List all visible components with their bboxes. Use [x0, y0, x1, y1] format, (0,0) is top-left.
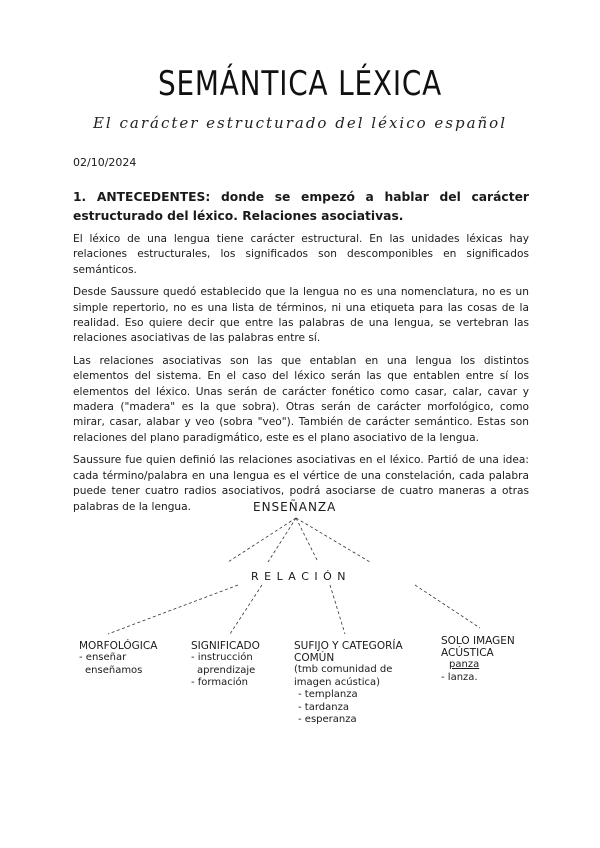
- paragraph-2: Desde Saussure quedó establecido que la lengua no es una nomenclatura, no es un simple repertorio, no es una lista de términos, ni una etiqueta para las cosas de la realidad. Eso quiere decir que entre las palabras de una lengua, se vertebran las relaciones asociativas de las palabras entre sí.: [73, 286, 529, 345]
- column-item: - instrucción: [191, 652, 253, 663]
- section-heading: 1. ANTECEDENTES: donde se empezó a hablar del carácter estructurado del léxico. Relaciones asociativas.: [73, 190, 529, 223]
- paragraph-4: Saussure fue quien definió las relaciones asociativas en el léxico. Partió de una idea: cada término/palabra en una lengua es el vértice de una constelación, cada palabra puede tener cuatro radios asociativos, podrá asociarse de cuatro maneras a otras palabras de la lengua.: [73, 454, 529, 513]
- column-item: - tardanza: [298, 701, 349, 713]
- diagram-column-sufijo: [294, 640, 403, 727]
- column-title: ACÚSTICA: [441, 647, 494, 659]
- paragraph-1: El léxico de una lengua tiene carácter estructural. En las unidades léxicas hay relaciones estructurales, los significados son descomponibles en significados semánticos.: [73, 233, 529, 276]
- column-item: imagen acústica): [294, 676, 381, 688]
- column-item: (tmb comunidad de: [294, 664, 393, 675]
- column-title: COMÚN: [294, 652, 335, 664]
- document-subtitle: El carácter estructurado del léxico español: [92, 114, 508, 132]
- column-title: MORFOLÓGICA: [79, 640, 158, 652]
- document-title: SEMÁNTICA LÉXICA: [157, 64, 443, 104]
- diagram-column-morfologica: [79, 640, 157, 677]
- diagram-middle: R E L A C I Ó N: [251, 570, 347, 583]
- column-item: enseñamos: [85, 664, 143, 676]
- paragraph-3: Las relaciones asociativas son las que entablan en una lengua los distintos elementos del sistema. En el caso del léxico serán las que entablen entre sí los elementos del léxico. Unas serán de carácter fonético como casar, calar, cavar y madera ("madera" es la que sobra). Otras serán de carácter morfológico, como mirar, casar, alabar y veo (sobra "veo"). También de carácter semántico. Estas son relaciones del plano paradigmático, este es el plano asociativo de la lengua.: [73, 354, 529, 444]
- column-item: - templanza: [298, 689, 358, 700]
- column-item: - lanza.: [441, 671, 478, 683]
- column-item: - formación: [191, 677, 248, 688]
- column-item: panza: [449, 659, 480, 670]
- diagram-column-significado: [191, 640, 260, 690]
- column-item: - enseñar: [79, 652, 127, 663]
- column-title: SIGNIFICADO: [191, 640, 260, 652]
- column-title: SUFIJO Y CATEGORÍA: [294, 640, 403, 652]
- column-item: aprendizaje: [197, 664, 256, 676]
- diagram-column-imagen: [441, 635, 515, 684]
- column-title: SOLO IMAGEN: [441, 635, 515, 647]
- diagram-root: ENSEÑANZA: [253, 500, 337, 514]
- column-item: - esperanza: [298, 714, 357, 725]
- document-date: 02/10/2024: [73, 156, 137, 169]
- document-body: [73, 188, 529, 522]
